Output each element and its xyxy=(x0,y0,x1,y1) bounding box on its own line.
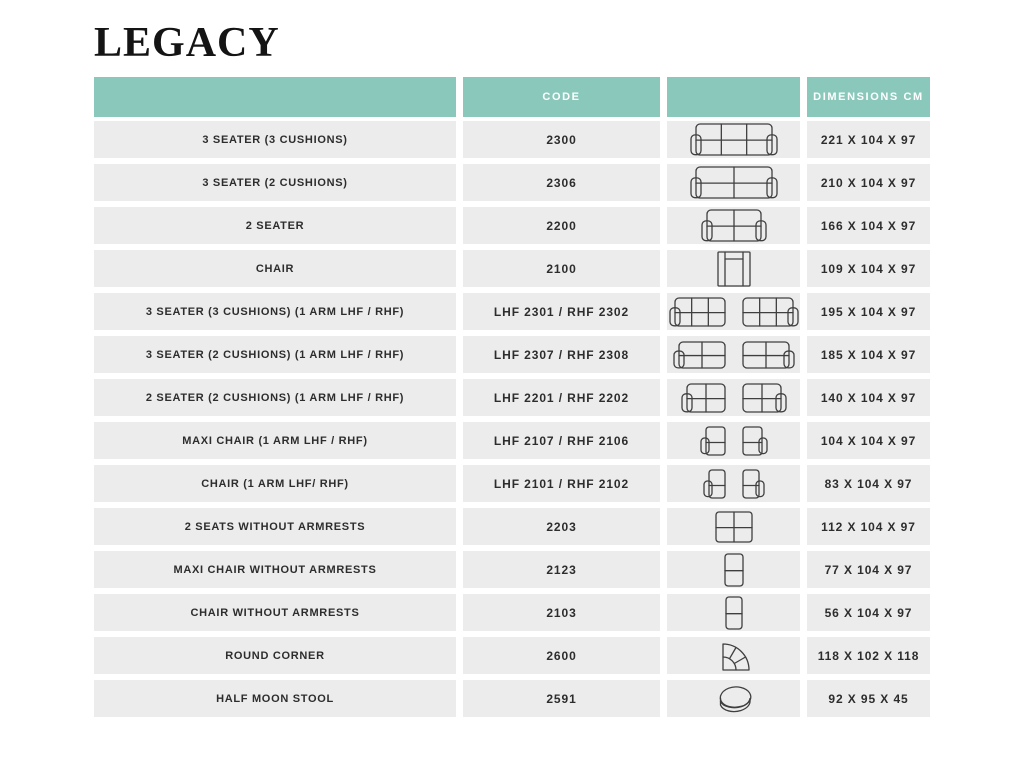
product-name-cell: 3 SEATER (2 CUSHIONS) xyxy=(94,164,456,201)
sofa-3-seater-2-cushions-arm-lhf-icon xyxy=(673,341,727,369)
sofa-3-seater-3-cushions-icon xyxy=(690,123,778,156)
code-cell: 2103 xyxy=(463,594,660,631)
chair-icon xyxy=(714,251,754,287)
icon-cell xyxy=(667,250,800,287)
icon-cell xyxy=(667,465,800,502)
dimensions-cell: 185 X 104 X 97 xyxy=(807,336,930,373)
product-name-cell: CHAIR (1 ARM LHF/ RHF) xyxy=(94,465,456,502)
icon-cell xyxy=(667,680,800,717)
dimensions-cell: 56 X 104 X 97 xyxy=(807,594,930,631)
dimensions-cell: 109 X 104 X 97 xyxy=(807,250,930,287)
icon-cell xyxy=(667,594,800,631)
sofa-3-seater-2-cushions-arm-rhf-icon xyxy=(741,341,795,369)
code-cell: LHF 2201 / RHF 2202 xyxy=(463,379,660,416)
product-name-cell: ROUND CORNER xyxy=(94,637,456,674)
product-name-cell: 2 SEATER xyxy=(94,207,456,244)
product-name-cell: HALF MOON STOOL xyxy=(94,680,456,717)
header-cell-product xyxy=(94,77,456,117)
sofa-2-seater-icon xyxy=(701,209,767,242)
icon-cell xyxy=(667,379,800,416)
code-cell: 2300 xyxy=(463,121,660,158)
code-cell: LHF 2107 / RHF 2106 xyxy=(463,422,660,459)
icon-cell xyxy=(667,422,800,459)
half-moon-stool-icon xyxy=(713,682,755,716)
icon-cell xyxy=(667,121,800,158)
sofa-3-seater-3-cushions-arm-lhf-icon xyxy=(669,297,727,327)
code-cell: 2591 xyxy=(463,680,660,717)
chair-arm-lhf-icon xyxy=(703,469,727,499)
product-name-cell: CHAIR WITHOUT ARMRESTS xyxy=(94,594,456,631)
sofa-3-seater-2-cushions-icon xyxy=(690,166,778,199)
dimensions-cell: 83 X 104 X 97 xyxy=(807,465,930,502)
maxi-chair-arm-lhf-icon xyxy=(700,426,727,456)
product-name-cell: 2 SEATER (2 CUSHIONS) (1 ARM LHF / RHF) xyxy=(94,379,456,416)
code-cell: 2203 xyxy=(463,508,660,545)
header-cell-dimensions: DIMENSIONS CM xyxy=(807,77,930,117)
dimensions-cell: 112 X 104 X 97 xyxy=(807,508,930,545)
code-cell: 2306 xyxy=(463,164,660,201)
product-table xyxy=(94,77,930,717)
dimensions-cell: 166 X 104 X 97 xyxy=(807,207,930,244)
dimensions-cell: 104 X 104 X 97 xyxy=(807,422,930,459)
code-cell: LHF 2307 / RHF 2308 xyxy=(463,336,660,373)
chair-arm-rhf-icon xyxy=(741,469,765,499)
icon-cell xyxy=(667,293,800,330)
icon-cell xyxy=(667,551,800,588)
header-cell-code: CODE xyxy=(463,77,660,117)
code-cell: LHF 2301 / RHF 2302 xyxy=(463,293,660,330)
dimensions-cell: 210 X 104 X 97 xyxy=(807,164,930,201)
dimensions-cell: 92 X 95 X 45 xyxy=(807,680,930,717)
table-body xyxy=(94,121,930,717)
icon-cell xyxy=(667,336,800,373)
icon-cell xyxy=(667,508,800,545)
maxi-chair-arm-rhf-icon xyxy=(741,426,768,456)
code-cell: 2123 xyxy=(463,551,660,588)
product-name-cell: MAXI CHAIR (1 ARM LHF / RHF) xyxy=(94,422,456,459)
page-title: LEGACY xyxy=(94,20,280,66)
code-cell: 2600 xyxy=(463,637,660,674)
code-cell: 2200 xyxy=(463,207,660,244)
product-name-cell: MAXI CHAIR WITHOUT ARMRESTS xyxy=(94,551,456,588)
header-cell-icon xyxy=(667,77,800,117)
dimensions-cell: 221 X 104 X 97 xyxy=(807,121,930,158)
dimensions-cell: 140 X 104 X 97 xyxy=(807,379,930,416)
dimensions-cell: 77 X 104 X 97 xyxy=(807,551,930,588)
product-name-cell: 3 SEATER (3 CUSHIONS) xyxy=(94,121,456,158)
code-cell: 2100 xyxy=(463,250,660,287)
icon-cell xyxy=(667,207,800,244)
two-seats-no-armrests-icon xyxy=(714,511,754,543)
product-name-cell: 3 SEATER (2 CUSHIONS) (1 ARM LHF / RHF) xyxy=(94,336,456,373)
dimensions-cell: 195 X 104 X 97 xyxy=(807,293,930,330)
maxi-chair-no-armrests-icon xyxy=(723,553,745,587)
icon-cell xyxy=(667,164,800,201)
sofa-2-seater-2-cushions-arm-rhf-icon xyxy=(741,383,787,413)
sofa-2-seater-2-cushions-arm-lhf-icon xyxy=(681,383,727,413)
product-name-cell: CHAIR xyxy=(94,250,456,287)
table-header xyxy=(94,77,930,117)
sofa-3-seater-3-cushions-arm-rhf-icon xyxy=(741,297,799,327)
code-cell: LHF 2101 / RHF 2102 xyxy=(463,465,660,502)
product-name-cell: 3 SEATER (3 CUSHIONS) (1 ARM LHF / RHF) xyxy=(94,293,456,330)
chair-no-armrests-icon xyxy=(724,596,744,630)
icon-cell xyxy=(667,637,800,674)
dimensions-cell: 118 X 102 X 118 xyxy=(807,637,930,674)
product-name-cell: 2 SEATS WITHOUT ARMRESTS xyxy=(94,508,456,545)
round-corner-icon xyxy=(715,637,753,675)
